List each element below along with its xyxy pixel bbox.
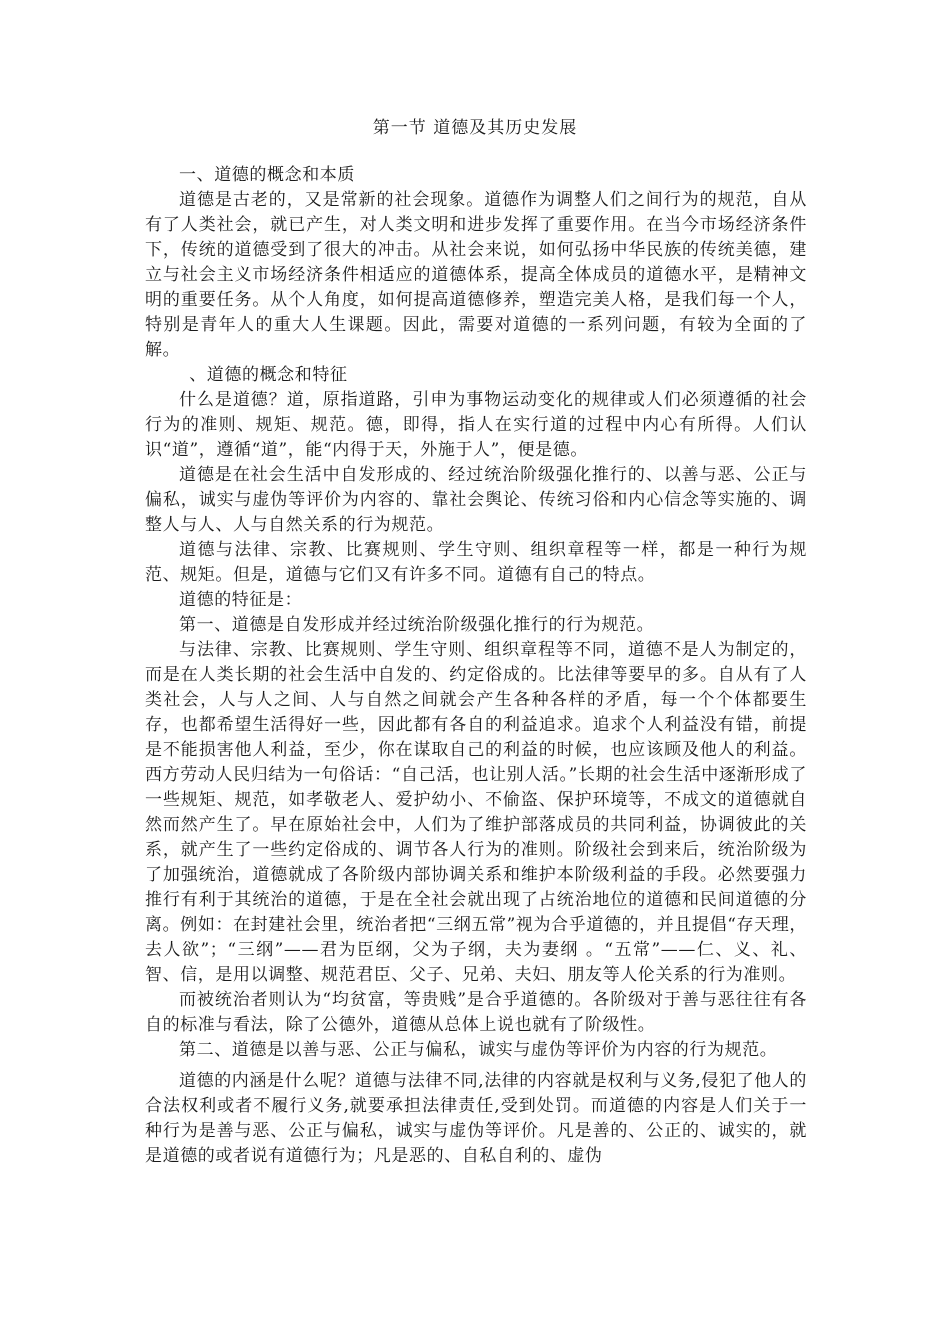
heading-concept-essence: 一、道德的概念和本质 <box>179 165 355 185</box>
paragraph: 道德与法律、宗教、比赛规则、学生守则、组织章程等一样，都是一种行为规范、规矩。但是，道德与它们又有许多不同。道德有自己的特点。 <box>145 540 807 585</box>
paragraph: 道德是古老的，又是常新的社会现象。道德作为调整人们之间行为的规范，自从有了人类社会，就已产生，对人类文明和进步发挥了重要作用。在当今市场经济条件下，传统的道德受到了很大的冲击。从社会来说，如何弘扬中华民族的传统美德，建立与社会主义市场经济条件相适应的道德体系，提高全体成员的道德水平，是精神文明的重要任务。从个人角度，如何提高道德修养，塑造完美人格，是我们每一个人，特别是青年人的重大人生课题。因此，需要对道德的一系列问题，有较为全面的了解。 <box>145 190 807 360</box>
paragraph: 而被统治者则认为“均贫富，等贵贱”是合乎道德的。各阶级对于善与恶往往有各自的标准与看法，除了公德外，道德从总体上说也就有了阶级性。 <box>145 990 807 1035</box>
paragraph: 第一、道德是自发形成并经过统治阶级强化推行的行为规范。 <box>179 615 655 635</box>
heading-concept-features: 、道德的概念和特征 <box>189 365 348 385</box>
document-body <box>145 163 807 1169</box>
paragraph: 道德的内涵是什么呢？道德与法律不同,法律的内容就是权利与义务,侵犯了他人的合法权利或者不履行义务,就要承担法律责任,受到处罚。而道德的内容是人们关于一种行为是善与恶、公正与偏私，诚实与虚伪等评价。凡是善的、公正的、诚实的，就是道德的或者说有道德行为；凡是恶的、自私自利的、虚伪 <box>145 1071 808 1166</box>
paragraph: 什么是道德？道，原指道路，引申为事物运动变化的规律或人们必须遵循的社会行为的准则、规矩、规范。德，即得，指人在实行道的过程中内心有所得。人们认识“道”，遵循“道”，能“内得于天，外施于人”，便是德。 <box>145 390 807 460</box>
paragraph: 道德的特征是： <box>179 590 303 610</box>
paragraph: 道德是在社会生活中自发形成的、经过统治阶级强化推行的、以善与恶、公正与偏私，诚实与虚伪等评价为内容的、靠社会舆论、传统习俗和内心信念等实施的、调整人与人、人与自然关系的行为规范。 <box>145 465 807 535</box>
section-title: 第一节 道德及其历史发展 <box>372 118 578 138</box>
paragraph: 与法律、宗教、比赛规则、学生守则、组织章程等不同，道德不是人为制定的，而是在人类长期的社会生活中自发的、约定俗成的。比法律等要早的多。自从有了人类社会，人与人之间、人与自然之间就会产生各种各样的矛盾，每一个个体都要生存，也都希望生活得好一些，因此都有各自的利益追求。追求个人利益没有错，前提是不能损害他人利益，至少，你在谋取自己的利益的时候，也应该顾及他人的利益。西方劳动人民归结为一句俗话：“自己活，也让别人活。”长期的社会生活中逐渐形成了一些规矩、规范，如孝敬老人、爱护幼小、不偷盗、保护环境等，不成文的道德就自然而然产生了。早在原始社会中，人们为了维护部落成员的共同利益，协调彼此的关系，就产生了一些约定俗成的、调节各人行为的准则。阶级社会到来后，统治阶级为了加强统治，道德就成了各阶级内部协调关系和维护本阶级利益的手段。必然要强力推行有利于其统治的道德，于是在全社会就出现了占统治地位的道德和民间道德的分离。例如：在封建社会里，统治者把“三纲五常”视为合乎道德的，并且提倡“存天理，去人欲”；“三纲”——君为臣纲，父为子纲，夫为妻纲 。“五常”——仁、义、礼、智、信，是用以调整、规范君臣、父子、兄弟、夫妇、朋友等人伦关系的行为准则。 <box>145 640 807 985</box>
paragraph: 第二、道德是以善与恶、公正与偏私，诚实与虚伪等评价为内容的行为规范。 <box>179 1040 778 1060</box>
